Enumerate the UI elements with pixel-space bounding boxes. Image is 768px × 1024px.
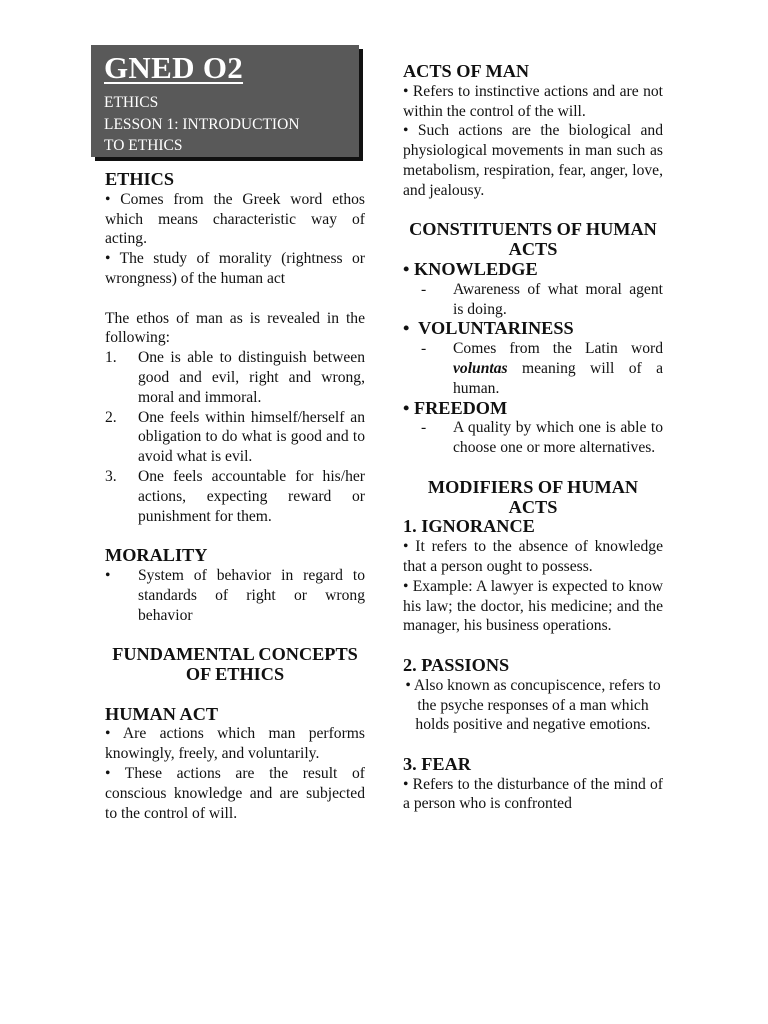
knowledge-item <box>403 280 663 320</box>
morality-heading: MORALITY <box>105 545 208 566</box>
right-column <box>403 62 663 814</box>
voluntariness-text-post: meaning will of a human. <box>453 359 663 397</box>
freedom-text: A quality by which one is able to choose one or more alternatives. <box>453 419 663 457</box>
list-item <box>105 408 365 467</box>
knowledge-text: Awareness of what moral agent is doing. <box>453 280 663 318</box>
dash: - <box>421 419 427 437</box>
list-item <box>105 467 365 526</box>
constituents-heading: CONSTITUENTS OF HUMAN ACTS <box>409 219 657 260</box>
list-text: One feels accountable for his/her actions, expecting reward or punishment for them. <box>138 467 365 525</box>
human-act-point-1: • Are actions which man performs knowingly, freely, and voluntarily. <box>105 725 365 763</box>
freedom-heading: • FREEDOM <box>403 397 508 418</box>
ethics-heading: ETHICS <box>105 169 174 189</box>
human-act-point-2: • These actions are the result of conscious knowledge and are subjected to the control of will. <box>105 764 365 822</box>
subject-label: ETHICS <box>104 94 159 111</box>
voluntas-word: voluntas <box>453 359 508 377</box>
knowledge-heading: • KNOWLEDGE <box>403 258 538 279</box>
bullet: • <box>105 566 111 584</box>
acts-of-man-heading: ACTS OF MAN <box>403 61 530 81</box>
fundamental-concepts-heading: FUNDAMENTAL CONCEPTS OF ETHICS <box>112 644 358 684</box>
ethics-point-2: • The study of morality (rightness or wrongness) of the human act <box>105 250 365 287</box>
passions-heading: 2. PASSIONS <box>403 654 510 675</box>
list-text: One is able to distinguish between good and evil, right and wrong, moral and immoral. <box>138 349 365 406</box>
ignorance-point-2: • Example: A lawyer is expected to know his law; the doctor, his medicine; and the manager, his business operations. <box>403 577 663 635</box>
list-number: 3. <box>105 467 117 485</box>
dash: - <box>421 280 427 298</box>
voluntariness-item <box>403 339 663 398</box>
list-number: 1. <box>105 349 117 367</box>
title-box <box>91 45 359 157</box>
ignorance-point-1: • It refers to the absence of knowledge that a person ought to possess. <box>403 538 663 575</box>
freedom-item <box>403 418 663 458</box>
course-code: GNED O2 <box>104 50 244 85</box>
ignorance-heading: 1. IGNORANCE <box>403 516 535 537</box>
left-column <box>105 170 365 823</box>
voluntariness-text <box>453 339 663 398</box>
passions-text: • Also known as concupiscence, refers to the psyche responses of a man which holds positive and negative emotions. <box>405 676 661 734</box>
modifiers-heading: MODIFIERS OF HUMAN ACTS <box>427 476 639 517</box>
list-number: 2. <box>105 408 117 426</box>
lesson-title-line2: TO ETHICS <box>104 137 183 154</box>
fear-heading: 3. FEAR <box>403 753 471 774</box>
dash: - <box>421 340 427 358</box>
human-act-heading: HUMAN ACT <box>105 703 219 724</box>
lesson-title-line1: LESSON 1: INTRODUCTION <box>104 115 300 133</box>
morality-text: System of behavior in regard to standards of right or wrong behavior <box>138 566 365 624</box>
acts-of-man-point-1: • Refers to instinctive actions and are not within the control of the will. <box>403 82 663 120</box>
voluntariness-text-pre: Comes from the Latin word <box>453 340 663 358</box>
fear-text: • Refers to the disturbance of the mind of a person who is confronted <box>403 775 663 813</box>
voluntariness-heading: • VOLUNTARINESS <box>403 318 574 339</box>
ethos-intro: The ethos of man as is revealed in the following: <box>105 309 365 347</box>
acts-of-man-point-2: • Such actions are the biological and physiological movements in man such as metabolism, respiration, fear, anger, love, and jealousy. <box>403 122 663 199</box>
morality-item <box>105 566 365 625</box>
list-text: One feels within himself/herself an obligation to do what is good and to avoid what is evil. <box>138 408 365 466</box>
list-item <box>105 348 365 407</box>
ethics-point-1: • Comes from the Greek word ethos which means characteristic way of acting. <box>105 190 365 248</box>
